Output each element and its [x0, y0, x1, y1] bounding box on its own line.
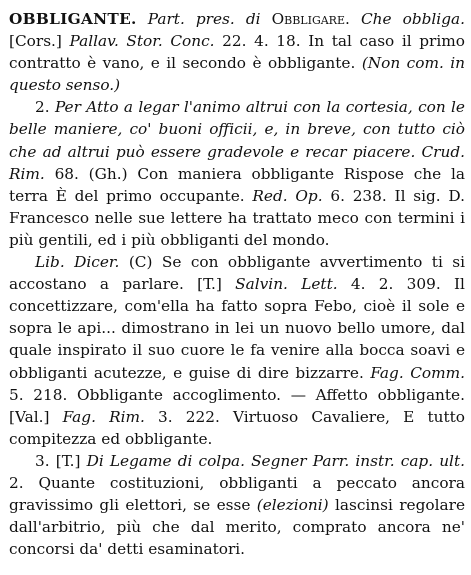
- part-of-speech: Part. pres. di: [147, 10, 261, 28]
- sense-2-continuation-paragraph: [9, 251, 465, 450]
- definition: Di Legame di colpa.: [86, 451, 245, 470]
- quotation: In tal caso il primo contratto è vano, e il secondo è obbligante.: [9, 32, 465, 73]
- quotation: Il sig. D. Francesco nelle sue lettere ha trattato meco con termini i più gentili, ed i più obbliganti del mondo.: [9, 186, 465, 249]
- citation: Pallav. Stor. Conc.: [69, 32, 215, 51]
- citation-number: 4. 2. 309.: [350, 275, 441, 294]
- definition: Per Atto a legar l'animo altrui con la cortesia, con le belle maniere, co' buoni officii, e, in breve, con tutto ciò che ad altrui può essere gradevole e recar piacere.: [9, 98, 465, 161]
- quotation: Virtuoso Cavaliere, E tutto compitezza ed obbligante.: [9, 407, 465, 448]
- citation-number: 3. 222.: [158, 407, 220, 426]
- sense-1-paragraph: [9, 8, 465, 96]
- source-tag: (Gh.): [88, 164, 128, 183]
- usage-note: (Non com. in questo senso.): [9, 54, 465, 95]
- citation: Lib. Dicer.: [35, 253, 120, 272]
- source-tag: [T.]: [197, 275, 222, 294]
- quotation: Il concettizzare, com'ella ha fatto sopra Febo, cioè il sole e sopra le api... dimostrano in lei un nuovo bello umore, dal quale inspirato il suo cuore le fa venire alla bocca soavi e obbliganti acutezze, e guise di dire bizzarre.: [9, 275, 465, 382]
- quotation: Quante costituzioni, obbliganti a peccato ancora gravissimo gli elettori, se esse: [9, 473, 465, 515]
- sense-number: 2.: [35, 98, 50, 117]
- source-tag: (C): [128, 253, 153, 272]
- citation-number: 22. 4. 18.: [222, 32, 301, 51]
- headword: OBBLIGANTE.: [9, 10, 137, 28]
- sense-2-paragraph: [9, 96, 465, 251]
- citation: Segner Parr. instr. cap. ult.: [251, 451, 465, 470]
- citation-number: 5. 218.: [9, 385, 68, 404]
- sense-3-paragraph: [9, 450, 465, 560]
- citation: Fag. Rim.: [62, 407, 145, 426]
- sense-number: 3.: [35, 451, 50, 470]
- quotation: Con maniera obbligante Rispose che la terra È del primo occupante.: [9, 164, 465, 205]
- quotation-gloss: (elezioni): [256, 496, 329, 515]
- citation: Salvin. Lett.: [235, 275, 338, 294]
- citation: Crud. Rim.: [9, 142, 465, 183]
- source-tag: [T.]: [55, 451, 81, 470]
- source-tag: [Val.]: [9, 407, 50, 426]
- quotation: Obbligante accoglimento. — Affetto obbligante.: [77, 385, 465, 404]
- citation: Red. Op.: [252, 186, 323, 205]
- citation-number: 6. 238.: [330, 186, 387, 205]
- quotation: Se con obbligante avvertimento ti si accostano a parlare.: [9, 253, 465, 294]
- citation: Fag. Comm.: [370, 363, 465, 382]
- quotation: lascinsi regolare dall'arbitrio, più che dal merito, comprato ancora ne' concorsi da' detti esaminatori.: [9, 496, 465, 559]
- source-tag: [Cors.]: [9, 32, 62, 51]
- citation-number: 68.: [54, 164, 79, 183]
- definition: Che obbliga.: [360, 10, 465, 28]
- citation-number: 2.: [9, 473, 24, 492]
- reference-word: Obbligare.: [271, 10, 350, 28]
